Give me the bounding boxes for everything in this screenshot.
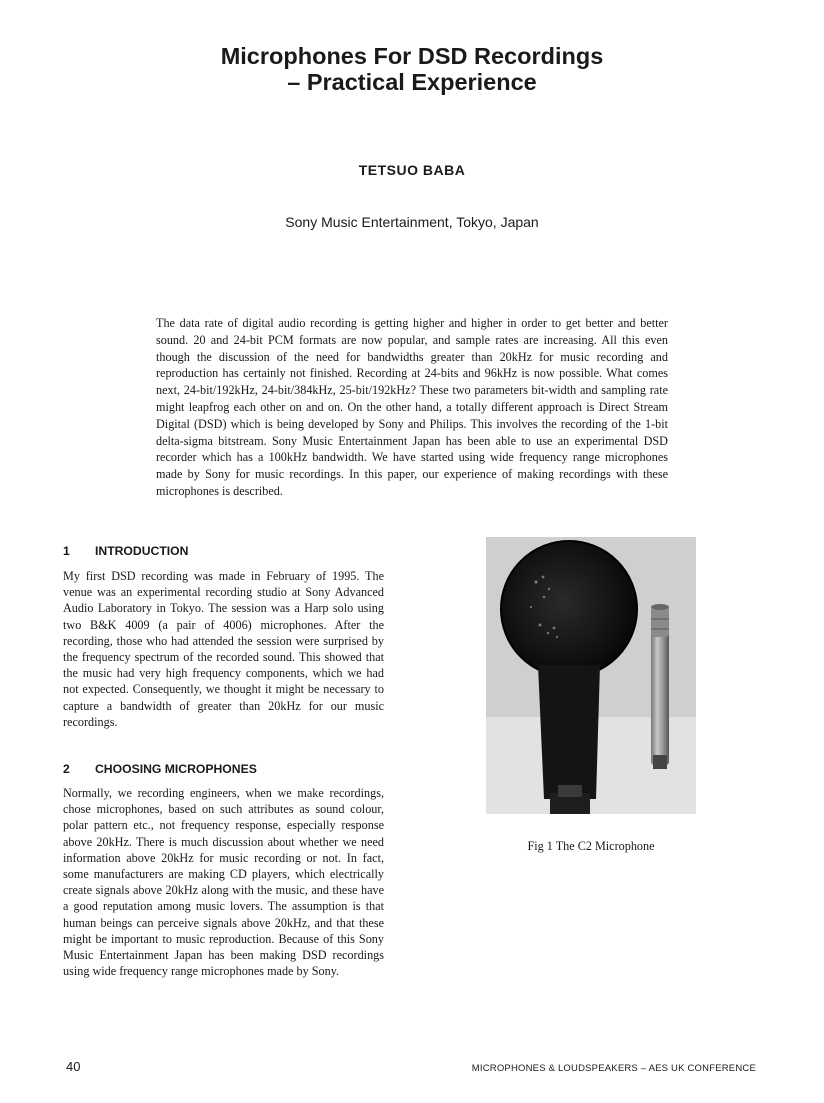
abstract: The data rate of digital audio recording is getting higher and higher in order to get better and better sound. 20 and 24-bit PCM formats are now popular, and sample rates are increasing. All this even though the discussion of the need for bandwidths greater than 20kHz for music recording and reproduction has certainly not finished. Recording at 24-bits and 96kHz is now possible. What comes next, 24-bit/192kHz, 24-bit/384kHz, 25-bit/192kHz? These two parameters bit-width and sampling rate might leapfrog each other on and on. On the other hand, a totally different approach is Direct Stream Digital (DSD) which is being developed by Sony and Philips. This involves the recording of the 1-bit delta-sigma bitstream. Sony Music Entertainment Japan has been able to use an experimental DSD recorder which has a 100kHz bandwidth. We have started using wide frequency range microphones made by Sony for music recordings. In this paper, our experience of making recordings with these microphones is described. (156, 316, 668, 498)
author-name: TETSUO BABA (358, 162, 466, 178)
section-body-introduction: My first DSD recording was made in February of 1995. The venue was an experimental recording studio at Sony Advanced Audio Laboratory in Tokyo. The session was a Harp solo using two B&K 4009 (a pair of 4006) microphones. After the recording, those who had attended the session were surprised by the frequency spectrum of the recorded sound. This showed that the music had very high frequency components, which we had not expected. Consequently, we thought it might be necessary to capture a bandwidth of greater than 20kHz for our music recordings. (63, 569, 384, 729)
section-number: 2 (63, 762, 70, 776)
paper-title (0, 43, 824, 95)
section-heading-choosing-microphones (63, 762, 257, 776)
page-number: 40 (66, 1059, 81, 1074)
section-title: INTRODUCTION (95, 544, 189, 558)
conference-footer: MICROPHONES & LOUDSPEAKERS – AES UK CONFERENCE (471, 1063, 756, 1074)
author-affiliation: Sony Music Entertainment, Tokyo, Japan (285, 214, 539, 230)
title-line-2: – Practical Experience (287, 69, 537, 95)
section-number: 1 (63, 544, 70, 558)
title-line-1: Microphones For DSD Recordings (220, 43, 604, 69)
section-heading-introduction (63, 544, 188, 558)
microphone-photo-drawing (486, 537, 696, 814)
figure-caption: Fig 1 The C2 Microphone (527, 839, 655, 853)
microphone-photo (486, 537, 696, 814)
section-title: CHOOSING MICROPHONES (95, 762, 257, 776)
section-body-choosing-microphones: Normally, we recording engineers, when we make recordings, chose microphones, based on such attributes as sound colour, polar pattern etc., not frequency response, especially response above 20kHz. There is much discussion about whether we need information above 20kHz for music recording or not. In fact, some manufacturers are making CD players, which electrically create signals above 20kHz along with the music, and these have a good reputation among music lovers. The assumption is that human beings can perceive signals above 20kHz, and that these might be important to music reproduction. Because of this Sony Music Entertainment Japan has been making DSD recordings using wide frequency range microphones made by Sony. (63, 786, 384, 979)
